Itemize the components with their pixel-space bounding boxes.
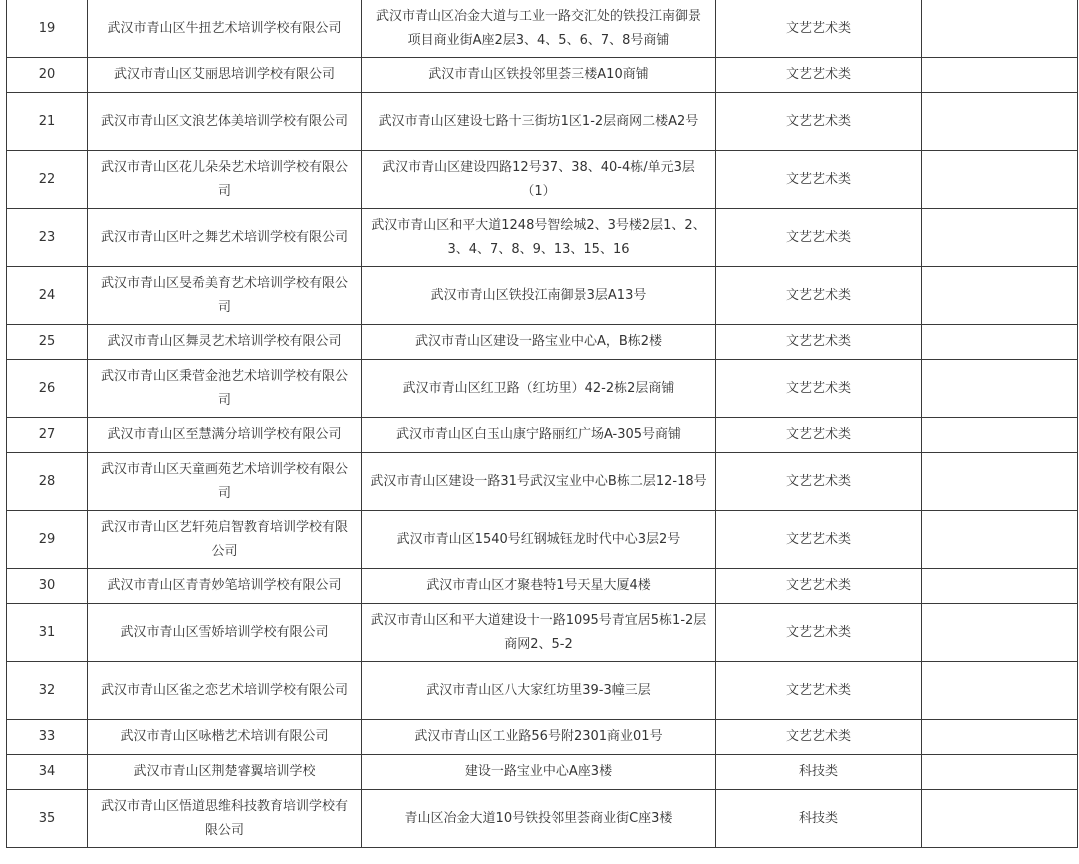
cell-note	[922, 790, 1078, 848]
table-row	[7, 453, 1078, 511]
cell-note	[922, 360, 1078, 418]
table-row	[7, 569, 1078, 604]
cell-number: 35	[7, 790, 88, 848]
school-list-table	[6, 0, 1078, 848]
cell-category: 文艺艺术类	[716, 209, 922, 267]
table-row	[7, 0, 1078, 58]
cell-school-name: 武汉市青山区咏楷艺术培训有限公司	[88, 720, 362, 755]
cell-school-name: 武汉市青山区悟道思维科技教育培训学校有限公司	[88, 790, 362, 848]
cell-category: 文艺艺术类	[716, 604, 922, 662]
table-row	[7, 58, 1078, 93]
cell-number: 28	[7, 453, 88, 511]
cell-number: 30	[7, 569, 88, 604]
cell-category: 文艺艺术类	[716, 453, 922, 511]
cell-number: 19	[7, 0, 88, 58]
table-row	[7, 325, 1078, 360]
cell-note	[922, 569, 1078, 604]
table-body	[7, 0, 1078, 848]
cell-address: 武汉市青山区才聚巷特1号天星大厦4楼	[362, 569, 716, 604]
cell-address: 青山区冶金大道10号铁投邻里荟商业街C座3楼	[362, 790, 716, 848]
cell-note	[922, 325, 1078, 360]
table-row	[7, 418, 1078, 453]
cell-number: 29	[7, 511, 88, 569]
cell-category: 文艺艺术类	[716, 720, 922, 755]
cell-school-name: 武汉市青山区叶之舞艺术培训学校有限公司	[88, 209, 362, 267]
cell-category: 文艺艺术类	[716, 325, 922, 360]
cell-school-name: 武汉市青山区秉菅金池艺术培训学校有限公司	[88, 360, 362, 418]
cell-address: 武汉市青山区和平大道1248号智绘城2、3号楼2层1、2、3、4、7、8、9、13、15、16	[362, 209, 716, 267]
table-row	[7, 360, 1078, 418]
cell-note	[922, 151, 1078, 209]
cell-note	[922, 604, 1078, 662]
cell-address: 武汉市青山区白玉山康宁路丽红广场A-305号商铺	[362, 418, 716, 453]
cell-address: 武汉市青山区建设七路十三街坊1区1-2层商网二楼A2号	[362, 93, 716, 151]
cell-category: 文艺艺术类	[716, 569, 922, 604]
cell-number: 27	[7, 418, 88, 453]
cell-address: 武汉市青山区铁投邻里荟三楼A10商铺	[362, 58, 716, 93]
cell-number: 24	[7, 267, 88, 325]
cell-number: 23	[7, 209, 88, 267]
cell-number: 32	[7, 662, 88, 720]
cell-school-name: 武汉市青山区荆楚睿翼培训学校	[88, 755, 362, 790]
cell-address: 武汉市青山区建设一路宝业中心A，B栋2楼	[362, 325, 716, 360]
table-row	[7, 790, 1078, 848]
cell-address: 武汉市青山区1540号红钢城钰龙时代中心3层2号	[362, 511, 716, 569]
cell-category: 文艺艺术类	[716, 418, 922, 453]
cell-school-name: 武汉市青山区雪娇培训学校有限公司	[88, 604, 362, 662]
cell-school-name: 武汉市青山区艾丽思培训学校有限公司	[88, 58, 362, 93]
cell-category: 文艺艺术类	[716, 0, 922, 58]
cell-address: 建设一路宝业中心A座3楼	[362, 755, 716, 790]
cell-category: 文艺艺术类	[716, 151, 922, 209]
cell-school-name: 武汉市青山区文浪艺体美培训学校有限公司	[88, 93, 362, 151]
cell-address: 武汉市青山区铁投江南御景3层A13号	[362, 267, 716, 325]
cell-number: 22	[7, 151, 88, 209]
cell-address: 武汉市青山区冶金大道与工业一路交汇处的铁投江南御景项目商业街A座2层3、4、5、6、7、8号商铺	[362, 0, 716, 58]
cell-school-name: 武汉市青山区牛扭艺术培训学校有限公司	[88, 0, 362, 58]
cell-address: 武汉市青山区红卫路（红坊里）42-2栋2层商铺	[362, 360, 716, 418]
table-row	[7, 93, 1078, 151]
table-row	[7, 267, 1078, 325]
cell-note	[922, 453, 1078, 511]
cell-note	[922, 58, 1078, 93]
cell-school-name: 武汉市青山区舞灵艺术培训学校有限公司	[88, 325, 362, 360]
cell-note	[922, 267, 1078, 325]
cell-school-name: 武汉市青山区艺轩苑启智教育培训学校有限公司	[88, 511, 362, 569]
cell-school-name: 武汉市青山区旻希美育艺术培训学校有限公司	[88, 267, 362, 325]
cell-school-name: 武汉市青山区天童画苑艺术培训学校有限公司	[88, 453, 362, 511]
cell-category: 文艺艺术类	[716, 93, 922, 151]
cell-note	[922, 418, 1078, 453]
cell-note	[922, 662, 1078, 720]
cell-note	[922, 720, 1078, 755]
cell-note	[922, 755, 1078, 790]
cell-category: 科技类	[716, 790, 922, 848]
table-row	[7, 720, 1078, 755]
cell-address: 武汉市青山区工业路56号附2301商业01号	[362, 720, 716, 755]
cell-address: 武汉市青山区建设一路31号武汉宝业中心B栋二层12-18号	[362, 453, 716, 511]
cell-school-name: 武汉市青山区青青妙笔培训学校有限公司	[88, 569, 362, 604]
cell-category: 文艺艺术类	[716, 511, 922, 569]
cell-note	[922, 0, 1078, 58]
cell-number: 20	[7, 58, 88, 93]
cell-category: 文艺艺术类	[716, 360, 922, 418]
cell-category: 文艺艺术类	[716, 267, 922, 325]
cell-address: 武汉市青山区建设四路12号37、38、40-4栋/单元3层（1）	[362, 151, 716, 209]
table-row	[7, 604, 1078, 662]
cell-category: 文艺艺术类	[716, 58, 922, 93]
table-row	[7, 151, 1078, 209]
cell-address: 武汉市青山区和平大道建设十一路1095号青宜居5栋1-2层商网2、5-2	[362, 604, 716, 662]
cell-number: 31	[7, 604, 88, 662]
cell-note	[922, 93, 1078, 151]
cell-school-name: 武汉市青山区雀之恋艺术培训学校有限公司	[88, 662, 362, 720]
table-row	[7, 209, 1078, 267]
table-row	[7, 511, 1078, 569]
cell-school-name: 武汉市青山区花儿朵朵艺术培训学校有限公司	[88, 151, 362, 209]
cell-category: 科技类	[716, 755, 922, 790]
cell-number: 26	[7, 360, 88, 418]
cell-category: 文艺艺术类	[716, 662, 922, 720]
cell-address: 武汉市青山区八大家红坊里39-3幢三层	[362, 662, 716, 720]
cell-note	[922, 209, 1078, 267]
cell-number: 21	[7, 93, 88, 151]
table-row	[7, 662, 1078, 720]
cell-number: 25	[7, 325, 88, 360]
cell-school-name: 武汉市青山区至慧满分培训学校有限公司	[88, 418, 362, 453]
cell-note	[922, 511, 1078, 569]
cell-number: 34	[7, 755, 88, 790]
cell-number: 33	[7, 720, 88, 755]
table-row	[7, 755, 1078, 790]
